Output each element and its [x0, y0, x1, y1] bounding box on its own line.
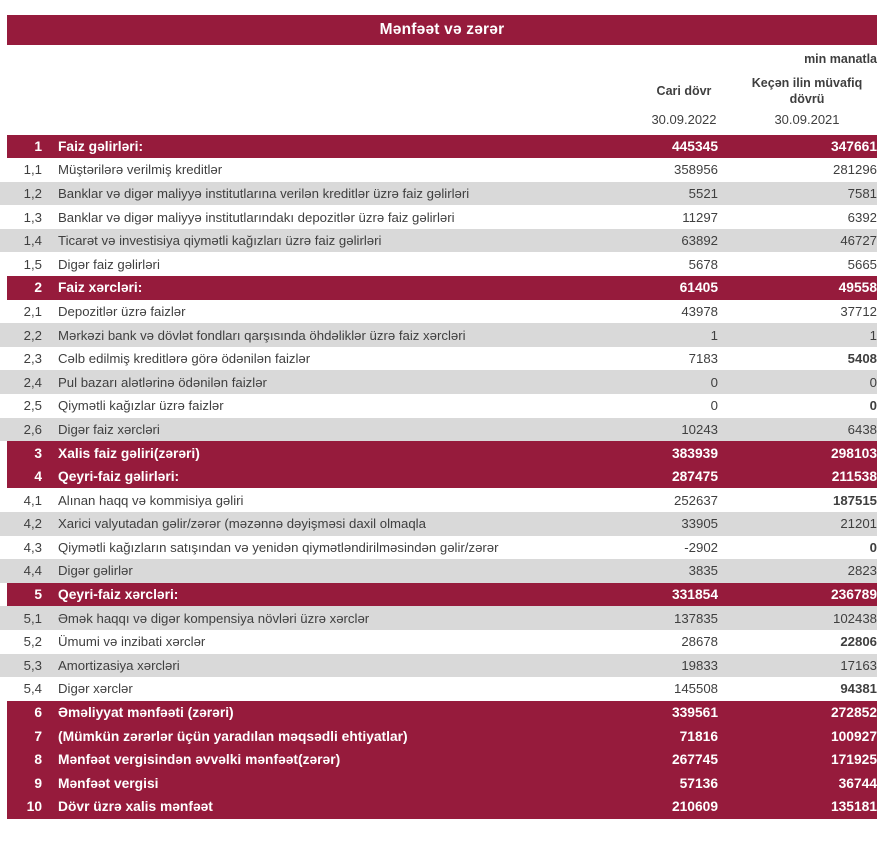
table-row: [0, 182, 877, 206]
row-previous-value: 17163: [840, 657, 877, 673]
row-current-value: 11297: [682, 209, 718, 225]
row-label: Depozitlər üzrə faizlər: [58, 303, 186, 319]
row-number: 7: [34, 728, 42, 744]
row-current-value: 210609: [671, 799, 718, 815]
row-label: Pul bazarı alətlərinə ödənilən faizlər: [58, 374, 267, 390]
row-previous-value: 1: [869, 327, 877, 343]
row-previous-value: 5665: [847, 256, 877, 272]
row-number: 1,1: [23, 162, 42, 178]
row-label: Ticarət və investisiya qiymətli kağızları üzrə faiz gəlirləri: [58, 233, 382, 249]
row-current-value: 33905: [681, 516, 718, 532]
row-number: 4,1: [23, 492, 42, 508]
table-row: [0, 512, 877, 536]
table-row: [0, 158, 877, 182]
profit-loss-table: [0, 135, 885, 819]
row-number: 1: [34, 138, 42, 154]
row-previous-value: 5408: [847, 351, 877, 367]
row-number: 2,1: [23, 303, 42, 319]
row-previous-value: 298103: [830, 445, 877, 461]
table-row: [0, 559, 877, 583]
row-current-value: 137835: [673, 610, 718, 626]
row-number: 6: [34, 705, 42, 721]
row-label: Mənfəət vergisindən əvvəlki mənfəət(zərər): [58, 752, 341, 768]
column-date-previous: 30.09.2021: [774, 111, 840, 127]
row-previous-value: 0: [869, 398, 877, 414]
row-current-value: -2902: [684, 539, 718, 555]
row-previous-value: 36744: [838, 775, 877, 791]
row-current-value: 5521: [688, 185, 718, 201]
row-current-value: 252637: [673, 492, 718, 508]
row-previous-value: 21201: [840, 516, 877, 532]
table-section-header-row: [0, 465, 877, 489]
table-section-header-row: [0, 795, 877, 819]
row-current-value: 267745: [671, 752, 718, 768]
row-number: 2,3: [23, 351, 42, 367]
row-number: 5,2: [23, 634, 42, 650]
row-label: Mərkəzi bank və dövlət fondları qarşısında öhdəliklər üzrə faiz xərcləri: [58, 327, 466, 343]
column-dates: [0, 112, 877, 127]
row-previous-value: 236789: [830, 587, 877, 603]
row-label: Faiz gəlirləri:: [58, 138, 144, 154]
row-previous-value: 171925: [830, 752, 877, 768]
row-previous-value: 102438: [832, 610, 877, 626]
table-section-header-row: [0, 583, 877, 607]
row-current-value: 7183: [688, 351, 718, 367]
row-current-value: 339561: [671, 705, 718, 721]
row-number: 3: [34, 445, 42, 461]
row-current-value: 5678: [688, 256, 718, 272]
row-label: Xalis faiz gəliri(zərəri): [58, 445, 200, 461]
table-row: [0, 394, 877, 418]
row-label: Banklar və digər maliyyə institutlarına verilən kreditlər üzrə faiz gəlirləri: [58, 185, 470, 201]
row-number: 1,2: [23, 185, 42, 201]
row-current-value: 19833: [681, 657, 718, 673]
row-number: 4: [34, 469, 42, 485]
row-current-value: 10243: [681, 421, 718, 437]
row-label: Dövr üzrə xalis mənfəət: [58, 799, 213, 815]
row-previous-value: 2823: [847, 563, 877, 579]
table-section-header-row: [0, 748, 877, 772]
row-current-value: 0: [710, 374, 718, 390]
row-current-value: 63892: [681, 233, 718, 249]
table-section-header-row: [0, 724, 877, 748]
row-current-value: 1: [710, 327, 718, 343]
row-current-value: 383939: [671, 445, 718, 461]
row-current-value: 445345: [671, 138, 718, 154]
table-row: [0, 654, 877, 678]
row-label: Qiymətli kağızların satışından və yenidən qiymətləndirilməsindən gəlir/zərər: [58, 539, 499, 555]
row-previous-value: 46727: [840, 233, 877, 249]
row-label: Amortizasiya xərcləri: [58, 657, 180, 673]
row-current-value: 71816: [679, 728, 718, 744]
row-label: Digər xərclər: [58, 681, 133, 697]
table-section-header-row: [0, 772, 877, 796]
table-row: [0, 229, 877, 253]
row-previous-value: 100927: [830, 728, 877, 744]
row-label: Ümumi və inzibati xərclər: [58, 634, 206, 650]
row-number: 5,4: [23, 681, 42, 697]
row-label: Cəlb edilmiş kreditlərə görə ödənilən faizlər: [58, 351, 311, 367]
row-number: 4,3: [23, 539, 42, 555]
row-current-value: 358956: [673, 162, 718, 178]
table-row: [0, 205, 877, 229]
row-previous-value: 347661: [830, 138, 877, 154]
row-previous-value: 22806: [840, 634, 877, 650]
row-previous-value: 6392: [847, 209, 877, 225]
row-current-value: 287475: [671, 469, 718, 485]
table-section-header-row: [0, 441, 877, 465]
row-number: 2,2: [23, 327, 42, 343]
row-label: Digər gəlirlər: [58, 563, 133, 579]
row-previous-value: 272852: [830, 705, 877, 721]
row-number: 8: [34, 752, 42, 768]
table-row: [0, 630, 877, 654]
row-previous-value: 135181: [830, 799, 877, 815]
row-number: 10: [26, 799, 42, 815]
row-number: 1,3: [23, 209, 42, 225]
row-number: 1,5: [23, 256, 42, 272]
report-title-bar: [7, 15, 877, 45]
column-header-previous-period: Keçən ilin müvafiq dövrü: [751, 76, 863, 107]
row-label: Qeyri-faiz gəlirləri:: [58, 469, 180, 485]
row-number: 2,6: [23, 421, 42, 437]
table-section-header-row: [0, 701, 877, 725]
row-number: 9: [34, 775, 42, 791]
row-number: 5,1: [23, 610, 42, 626]
row-label: Əmək haqqı və digər kompensiya növləri üzrə xərclər: [58, 610, 370, 626]
row-label: Alınan haqq və kommisiya gəliri: [58, 492, 244, 508]
row-label: Digər faiz xərcləri: [58, 421, 160, 437]
row-previous-value: 0: [869, 374, 877, 390]
column-headers: [0, 75, 877, 108]
row-current-value: 43978: [681, 303, 718, 319]
row-label: Banklar və digər maliyyə institutlarındakı depozitlər üzrə faiz gəlirləri: [58, 209, 455, 225]
row-number: 4,4: [23, 563, 42, 579]
row-previous-value: 6438: [847, 421, 877, 437]
table-section-header-row: [0, 276, 877, 300]
row-previous-value: 211538: [831, 469, 877, 485]
row-previous-value: 187515: [832, 492, 877, 508]
row-number: 1,4: [23, 233, 42, 249]
row-label: Faiz xərcləri:: [58, 280, 143, 296]
row-current-value: 61405: [679, 280, 718, 296]
column-header-current-period: Cari dövr: [656, 84, 712, 99]
column-date-current: 30.09.2022: [651, 111, 717, 127]
row-previous-value: 49558: [838, 280, 877, 296]
table-section-header-row: [0, 135, 877, 159]
table-row: [0, 677, 877, 701]
row-label: Qeyri-faiz xərcləri:: [58, 587, 179, 603]
row-label: Xarici valyutadan gəlir/zərər (məzənnə dəyişməsi daxil olmaqla: [58, 516, 426, 532]
row-label: Müştərilərə verilmiş kreditlər: [58, 162, 223, 178]
row-current-value: 57136: [679, 775, 718, 791]
row-label: Əməliyyat mənfəəti (zərəri): [58, 705, 234, 721]
row-previous-value: 7581: [847, 185, 877, 201]
row-number: 4,2: [23, 516, 42, 532]
page-title: Mənfəət və zərər: [379, 21, 505, 38]
row-label: (Mümkün zərərlər üçün yaradılan məqsədli ehtiyatlar): [58, 728, 408, 744]
table-row: [0, 347, 877, 371]
unit-note: min manatla: [804, 52, 877, 66]
table-row: [0, 418, 877, 442]
row-previous-value: 94381: [840, 681, 877, 697]
row-current-value: 331854: [671, 587, 718, 603]
row-number: 5,3: [23, 657, 42, 673]
row-label: Qiymətli kağızlar üzrə faizlər: [58, 398, 224, 414]
row-current-value: 0: [710, 398, 718, 414]
row-current-value: 145508: [673, 681, 718, 697]
table-row: [0, 488, 877, 512]
row-previous-value: 0: [869, 539, 877, 555]
row-number: 2,5: [23, 398, 42, 414]
row-label: Mənfəət vergisi: [58, 775, 159, 791]
row-previous-value: 37712: [840, 303, 877, 319]
row-number: 2,4: [23, 374, 42, 390]
row-previous-value: 281296: [832, 162, 877, 178]
row-number: 5: [34, 587, 42, 603]
table-row: [0, 536, 877, 560]
table-row: [0, 252, 877, 276]
row-current-value: 3835: [688, 563, 718, 579]
table-row: [0, 606, 877, 630]
table-row: [0, 300, 877, 324]
row-number: 2: [34, 280, 42, 296]
table-row: [0, 370, 877, 394]
row-label: Digər faiz gəlirləri: [58, 256, 160, 272]
row-current-value: 28678: [681, 634, 718, 650]
table-row: [0, 323, 877, 347]
